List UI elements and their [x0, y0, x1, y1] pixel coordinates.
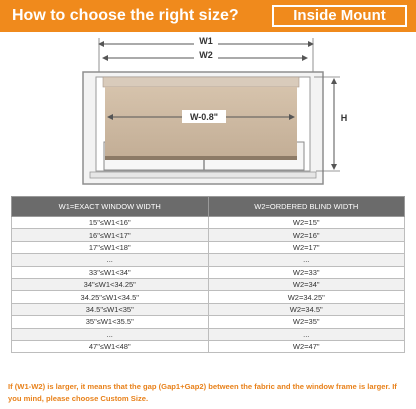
w1-label: W1: [199, 36, 213, 46]
blind-width-cell: ...: [208, 328, 405, 340]
header-blind-width: W2=ORDERED BLIND WIDTH: [208, 197, 405, 217]
header-title: How to choose the right size?: [12, 7, 239, 24]
window-width-cell: 34.5"≤W1<35": [12, 303, 209, 315]
table-row: [12, 229, 405, 241]
table-row: [12, 217, 405, 229]
table-row: [12, 278, 405, 290]
window-width-cell: 47"≤W1<48": [12, 340, 209, 352]
window-width-cell: ...: [12, 254, 209, 266]
header-banner: [0, 0, 416, 32]
blind-width-cell: W2=17": [208, 241, 405, 253]
w2-label: W2: [199, 50, 213, 60]
blind-width-cell: W2=47": [208, 340, 405, 352]
header-window-width: W1=EXACT WINDOW WIDTH: [12, 197, 209, 217]
window-width-cell: ...: [12, 328, 209, 340]
table-row: [12, 266, 405, 278]
window-width-cell: 17"≤W1<18": [12, 241, 209, 253]
blind-width-cell: ...: [208, 254, 405, 266]
window-width-cell: 34.25"≤W1<34.5": [12, 291, 209, 303]
blind-width-cell: W2=34.5": [208, 303, 405, 315]
window-width-cell: 34"≤W1<34.25": [12, 278, 209, 290]
custom-size-footnote: If (W1-W2) is larger, it means that the gap (Gap1+Gap2) between the fabric and the window frame is larger. If you mind, please choose Custom Size.: [8, 382, 397, 403]
table-row: [12, 254, 405, 266]
table-row: [12, 316, 405, 328]
window-width-cell: 35"≤W1<35.5": [12, 316, 209, 328]
table-row: [12, 340, 405, 352]
blind-width-cell: W2=33": [208, 266, 405, 278]
blind-width-cell: W2=34.25": [208, 291, 405, 303]
blind-width-cell: W2=16": [208, 229, 405, 241]
table-header-row: [12, 197, 405, 217]
fabric-width-label: W-0.8": [189, 112, 219, 122]
blind-width-cell: W2=34": [208, 278, 405, 290]
blind-width-cell: W2=35": [208, 316, 405, 328]
window-measurement-diagram: [0, 32, 416, 192]
size-chart-table: [11, 196, 405, 353]
table-row: [12, 291, 405, 303]
h-label: H: [340, 113, 348, 123]
blind-headrail: [103, 77, 299, 87]
blind-bottom-rail: [105, 156, 297, 160]
window-sill: [90, 172, 316, 178]
window-width-cell: 16"≤W1<17": [12, 229, 209, 241]
mount-type-badge: Inside Mount: [272, 5, 407, 27]
table-row: [12, 303, 405, 315]
window-width-cell: 33"≤W1<34": [12, 266, 209, 278]
table-row: [12, 241, 405, 253]
table-row: [12, 328, 405, 340]
blind-width-cell: W2=15": [208, 217, 405, 229]
window-width-cell: 15"≤W1<16": [12, 217, 209, 229]
